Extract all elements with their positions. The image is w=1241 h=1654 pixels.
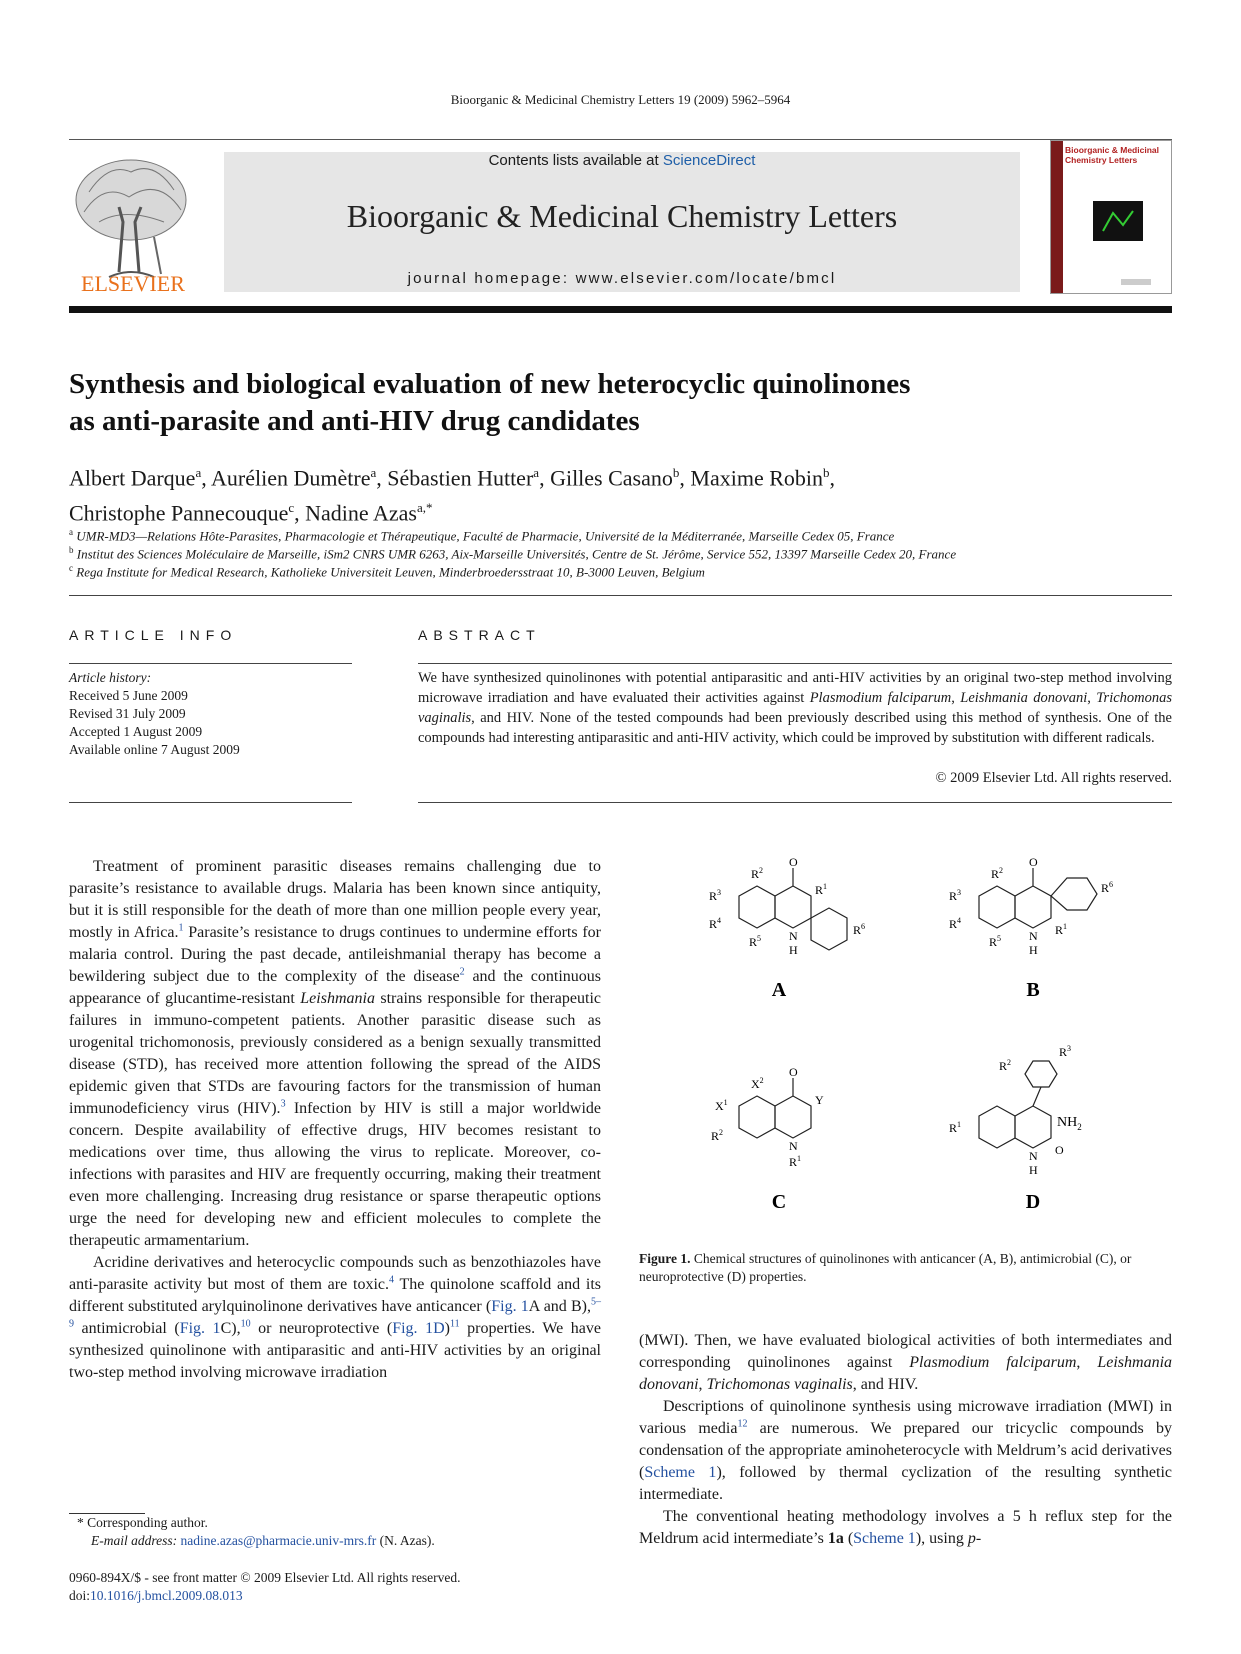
affiliation-b	[69, 545, 1169, 562]
atom-label: R	[949, 1121, 958, 1135]
text: The quinolone scaffold and its different substituted arylquinolinone derivatives have anticancer (	[69, 1276, 601, 1315]
affiliation-text: Institut des Sciences Moléculaire de Marseille, iSm2 CNRS UMR 6263, Aix-Marseille Universités, Centre de St. Jérôme, Service 552, 13397 Marseille Cedex 20, France	[76, 546, 957, 562]
author-affiliation-mark: a	[370, 465, 377, 480]
atom-label: 3	[1067, 1044, 1072, 1053]
atom-label: R	[709, 889, 718, 903]
abstract-heading: ABSTRACT	[418, 627, 541, 643]
svg-text:R4	[949, 916, 961, 931]
atom-label: R	[999, 1059, 1008, 1073]
atom-label: H	[789, 943, 798, 957]
text: properties. We have synthesized quinolinone with antiparasitic and anti-HIV activities by an original two-step method involving microwave irradiation	[69, 1320, 602, 1381]
scheme-link[interactable]: Scheme 1	[644, 1464, 717, 1481]
doi-link[interactable]: 10.1016/j.bmcl.2009.08.013	[90, 1588, 243, 1603]
text: or neuroprotective (	[250, 1320, 393, 1337]
email-label: E-mail address:	[91, 1533, 181, 1548]
structure-label-a: A	[771, 979, 787, 1001]
author[interactable]: Nadine Azas	[305, 500, 417, 526]
quinolinone-structures	[639, 856, 1172, 1236]
atom-label: 3	[717, 888, 722, 897]
author-affiliation-mark: a	[195, 465, 202, 480]
atom-label: N	[1029, 1149, 1038, 1163]
atom-label: N	[789, 1139, 798, 1153]
text: Acridine derivatives and heterocyclic compounds such as benzothiazoles have anti-parasite activity but most of them are toxic.	[69, 1254, 601, 1293]
atom-label: 5	[997, 934, 1002, 943]
text: Descriptions of quinolinone synthesis using microwave irradiation (MWI) in various media	[639, 1398, 1172, 1437]
atom-label: O	[789, 1065, 798, 1079]
reference-link[interactable]: 11	[449, 1318, 460, 1330]
email-suffix: (N. Azas).	[376, 1533, 435, 1548]
reference-link[interactable]: 5–9	[69, 1296, 602, 1330]
svg-text:R2	[751, 866, 763, 881]
author-affiliation-mark: b	[672, 465, 680, 480]
svg-text:R2	[999, 1058, 1011, 1073]
atom-label: O	[1029, 856, 1038, 869]
abstract-species: Leishmania donovani	[960, 690, 1088, 706]
atom-label: R	[709, 917, 718, 931]
article-info-heading: ARTICLE INFO	[69, 627, 238, 643]
journal-citation: Bioorganic & Medicinal Chemistry Letters 19 (2009) 5962–5964	[450, 92, 791, 107]
text: , and HIV.	[852, 1376, 919, 1393]
body-column-right	[639, 1330, 1172, 1550]
body-paragraph	[639, 1396, 1172, 1506]
body-column-left	[69, 856, 601, 1384]
author[interactable]: Gilles Casano	[550, 465, 673, 491]
accepted-date: Accepted 1 August 2009	[69, 724, 203, 739]
structure-label-c: C	[771, 1191, 787, 1213]
svg-text:R1	[1055, 922, 1067, 937]
title-line-1: Synthesis and biological evaluation of new heterocyclic quinolinones	[69, 368, 911, 400]
svg-text:R6	[853, 922, 865, 937]
svg-text:X1	[715, 1098, 728, 1113]
history-label: Article history:	[69, 670, 152, 685]
author[interactable]: Sébastien Hutter	[387, 465, 534, 491]
text: (	[843, 1530, 854, 1547]
body-paragraph	[69, 856, 601, 1252]
issn-line: 0960-894X/$ - see front matter © 2009 Elsevier Ltd. All rights reserved.	[69, 1570, 461, 1585]
text: Treatment of prominent parasitic diseases remains challenging due to parasite’s resistance to available drugs. Malaria has been known since antiquity, but it is still responsible for the death of more than one million people every year, mostly in Africa.	[69, 858, 601, 941]
figure-1[interactable]	[639, 856, 1172, 1266]
atom-label: 2	[1077, 1122, 1082, 1132]
article-info-rule-top	[69, 663, 352, 664]
atom-label: R	[815, 883, 824, 897]
text: p-	[967, 1530, 982, 1547]
text: ,	[1076, 1354, 1098, 1371]
affiliation-a	[69, 527, 1169, 544]
sciencedirect-link[interactable]: ScienceDirect	[662, 152, 756, 169]
text: Infection by HIV is still a major worldwide concern. Despite availability of effective drugs, HIV becomes resistant to medications over time, thus allowing the virus to replicate. Moreover, co-infections with parasites and HIV are frequently occurring, making their treatment even more challenging. Increasing drug resistance or sparse therapeutic options urge the need for developing new and efficient molecules to complete the therapeutic armamentarium.	[69, 1100, 601, 1249]
atom-label: R	[991, 867, 1000, 881]
atom-label: 5	[757, 934, 762, 943]
figure-caption-label: Figure 1.	[639, 1251, 691, 1266]
atom-label: 1	[957, 1120, 962, 1129]
structure-d-labels	[949, 1044, 1082, 1177]
structure-b-labels	[949, 856, 1113, 957]
abstract-segment: ,	[1087, 690, 1097, 706]
text: )	[444, 1320, 450, 1337]
atom-label: H	[1029, 943, 1038, 957]
footnote-mark: *	[77, 1515, 84, 1530]
header-thick-rule	[69, 306, 1172, 313]
text: strains responsible for therapeutic failures in immuno-competent patients. Another parasitic disease such as urogenital trichomonosis, previously considered as a benign sexually transmitted disease (STD), has received more attention following the spread of the AIDS epidemic given that STDs are favouring factors for the transmission of human immunodeficiency virus (HIV).	[69, 990, 601, 1117]
atom-label: 2	[759, 866, 764, 875]
svg-text:R2	[991, 866, 1003, 881]
svg-text:R1	[949, 1120, 961, 1135]
structure-label-d: D	[1025, 1191, 1041, 1213]
article-info-rule-bottom	[69, 802, 352, 803]
atom-label: NH	[1057, 1115, 1078, 1130]
abstract-species: Plasmodium falciparum	[809, 690, 952, 706]
svg-text:R1	[789, 1154, 801, 1169]
figure-link[interactable]: Fig. 1	[491, 1298, 529, 1315]
atom-label: R	[949, 917, 958, 931]
atom-label: 1	[823, 882, 828, 891]
author-affiliation-mark: b	[823, 465, 830, 480]
reference-link[interactable]: 2	[459, 966, 465, 978]
atom-label: 2	[719, 1128, 724, 1137]
svg-text:R3	[709, 888, 721, 903]
reference-link[interactable]: 10	[240, 1318, 251, 1330]
atom-label: 1	[1063, 922, 1068, 931]
author-affiliation-mark: c	[288, 500, 295, 516]
structure-label-b: B	[1026, 979, 1040, 1001]
text: The conventional heating methodology involves a 5 h reflux step for the Meldrum acid intermediate’s	[639, 1508, 1172, 1547]
atom-label: R	[989, 935, 998, 949]
atom-label: H	[1029, 1163, 1038, 1177]
atom-label: R	[949, 889, 958, 903]
text: (MWI). Then, we have evaluated biological activities of both intermediates and corresponding quinolinones against	[639, 1332, 1172, 1371]
text: C),	[220, 1320, 241, 1337]
elsevier-logo[interactable]	[69, 152, 197, 295]
article-history	[69, 669, 352, 759]
scheme-link[interactable]: Scheme 1	[853, 1530, 916, 1547]
atom-label: R	[1055, 923, 1064, 937]
structure-a-labels	[709, 856, 865, 957]
author[interactable]: Christophe Pannecouque	[69, 500, 289, 526]
atom-label: Y	[815, 1093, 824, 1107]
svg-text:R2	[711, 1128, 723, 1143]
affiliation-key: a	[69, 527, 73, 537]
author[interactable]: Albert Darque	[69, 465, 196, 491]
received-date: Received 5 June 2009	[69, 688, 188, 703]
svg-text:R3	[1059, 1044, 1071, 1059]
svg-text:R1	[815, 882, 827, 897]
elsevier-tree-icon	[69, 152, 197, 295]
reference-link[interactable]: 12	[737, 1418, 748, 1430]
atom-label: R	[1101, 881, 1110, 895]
svg-text:R6	[1101, 880, 1113, 895]
abstract-segment: , and HIV. None of the tested compounds had been previously described using this method of synthesis. One of the compounds had interesting antiparasitic and anti-HIV activity, which could be improved by substitution with different radicals.	[418, 710, 1172, 746]
affiliation-key: b	[69, 545, 74, 555]
text: ), followed by thermal cyclization of the resulting synthetic intermediate.	[639, 1464, 1172, 1503]
author-affiliation-mark: a,*	[416, 500, 433, 516]
text: ), using	[915, 1530, 968, 1547]
affiliation-key: c	[69, 563, 73, 573]
title-line-2: as anti-parasite and anti-HIV drug candidates	[69, 405, 640, 437]
atom-label: 3	[957, 888, 962, 897]
figure-link[interactable]: Fig. 1	[179, 1320, 221, 1337]
atom-label: 6	[861, 922, 866, 931]
affiliation-c	[69, 563, 1169, 580]
figure-caption	[639, 1250, 1172, 1286]
svg-text:R5	[749, 934, 761, 949]
atom-label: X	[751, 1077, 760, 1091]
journal-title: Bioorganic & Medicinal Chemistry Letters	[346, 198, 898, 234]
svg-text:R5	[989, 934, 1001, 949]
abstract-copyright: © 2009 Elsevier Ltd. All rights reserved.	[935, 770, 1172, 786]
reference-link[interactable]: 1	[178, 922, 184, 934]
text: are numerous. We prepared our tricyclic compounds by condensation of the appropriate aminoheterocycle with Meldrum’s acid derivatives (	[639, 1420, 1172, 1481]
atom-label: 4	[957, 916, 962, 925]
affiliation-rule	[69, 595, 1172, 596]
text: ,	[698, 1376, 707, 1393]
doi-label: doi:	[69, 1588, 91, 1603]
svg-text:X2	[751, 1076, 764, 1091]
atom-label: O	[789, 856, 798, 869]
author-affiliation-mark: a	[533, 465, 540, 480]
compound-label: 1a	[827, 1530, 844, 1547]
atom-label: R	[749, 935, 758, 949]
body-paragraph	[69, 1252, 601, 1384]
journal-cover-image	[1051, 141, 1171, 293]
author[interactable]: Aurélien Dumètre	[211, 465, 371, 491]
atom-label: R	[789, 1155, 798, 1169]
corresponding-author-note: Corresponding author.	[83, 1515, 208, 1530]
abstract-species: Trichomonas vaginalis	[418, 690, 1173, 726]
reference-link[interactable]: 3	[280, 1098, 286, 1110]
contents-prefix: Contents lists available at	[488, 152, 663, 169]
atom-label: O	[1055, 1143, 1064, 1157]
atom-label: R	[751, 867, 760, 881]
figure-link[interactable]: Fig. 1D	[392, 1320, 445, 1337]
atom-label: N	[789, 929, 798, 943]
text: Plasmodium falciparum	[909, 1354, 1077, 1371]
svg-text:NH2	[1057, 1115, 1082, 1132]
journal-cover[interactable]	[1050, 140, 1172, 294]
body-paragraph	[639, 1506, 1172, 1550]
figure-caption-text: Chemical structures of quinolinones with anticancer (A, B), antimicrobial (C), or neuroprotective (D) properties.	[639, 1251, 1132, 1284]
abstract-rule-bottom	[418, 802, 1172, 803]
abstract-rule-top	[418, 663, 1172, 664]
reference-link[interactable]: 4	[389, 1274, 394, 1286]
revised-date: Revised 31 July 2009	[69, 706, 186, 721]
author-list: Albert Darque$^a$, Aurélien Dumètre$^a$, Sébastien Hutter$^a$, Gilles Casano$^b$, Maxime Robin$^b$, Christophe Pannecouque$^c$, Nadine Azas$^{a,*}$	[69, 465, 835, 526]
abstract-text	[418, 668, 1172, 748]
atom-label: 2	[1007, 1058, 1012, 1067]
svg-text:R4	[709, 916, 721, 931]
affiliation-text: UMR-MD3—Relations Hôte-Parasites, Pharmacologie et Thérapeutique, Faculté de Pharmacie, Université de la Méditerranée, Marseille Cedex 05, France	[76, 528, 895, 544]
online-date: Available online 7 August 2009	[69, 742, 240, 757]
affiliation-text: Rega Institute for Medical Research, Katholieke Universiteit Leuven, Minderbroedersstraat 10, B-3000 Leuven, Belgium	[76, 564, 705, 580]
journal-homepage-link[interactable]: journal homepage: www.elsevier.com/locate/bmcl	[407, 270, 837, 287]
text: Parasite’s resistance to drugs continues to undermine efforts for malaria control. During the past decade, antileishmanial therapy has become a bewildering subject due to the complexity of the disease	[69, 924, 601, 985]
abstract-segment: ,	[951, 690, 961, 706]
text: Trichomonas vaginalis	[706, 1376, 853, 1393]
text: antimicrobial (	[74, 1320, 180, 1337]
atom-label: 1	[723, 1098, 728, 1107]
text: Leishmania	[300, 990, 375, 1007]
structure-c-labels	[711, 1065, 824, 1169]
atom-label: R	[1059, 1045, 1068, 1059]
atom-label: N	[1029, 929, 1038, 943]
contents-line	[224, 152, 1020, 169]
email-link[interactable]: nadine.azas@pharmacie.univ-mrs.fr	[180, 1533, 377, 1548]
svg-text:R3	[949, 888, 961, 903]
text: and the continuous appearance of glucantime-resistant	[69, 968, 601, 1007]
cover-title: Bioorganic & Medicinal Chemistry Letters	[1065, 145, 1159, 165]
atom-label: 2	[999, 866, 1004, 875]
atom-label: 1	[797, 1154, 802, 1163]
atom-label: 6	[1109, 880, 1114, 889]
author[interactable]: Maxime Robin	[690, 465, 823, 491]
atom-label: R	[853, 923, 862, 937]
page-footer	[69, 1569, 601, 1605]
atom-label: 2	[759, 1076, 764, 1085]
atom-label: X	[715, 1099, 724, 1113]
abstract-segment: We have synthesized quinolinones with potential antiparasitic and anti-HIV activities by an original two-step method involving microwave irradiation and have evaluated their activities against	[418, 670, 1172, 706]
atom-label: R	[711, 1129, 720, 1143]
text: Leishmania donovani	[639, 1354, 1173, 1393]
header-rule	[69, 139, 1172, 140]
atom-label: 4	[717, 916, 722, 925]
text: A and B),	[528, 1298, 592, 1315]
elsevier-wordmark: ELSEVIER	[81, 271, 185, 295]
article-title	[69, 366, 1129, 440]
body-paragraph	[639, 1330, 1172, 1396]
footnote	[69, 1514, 601, 1550]
